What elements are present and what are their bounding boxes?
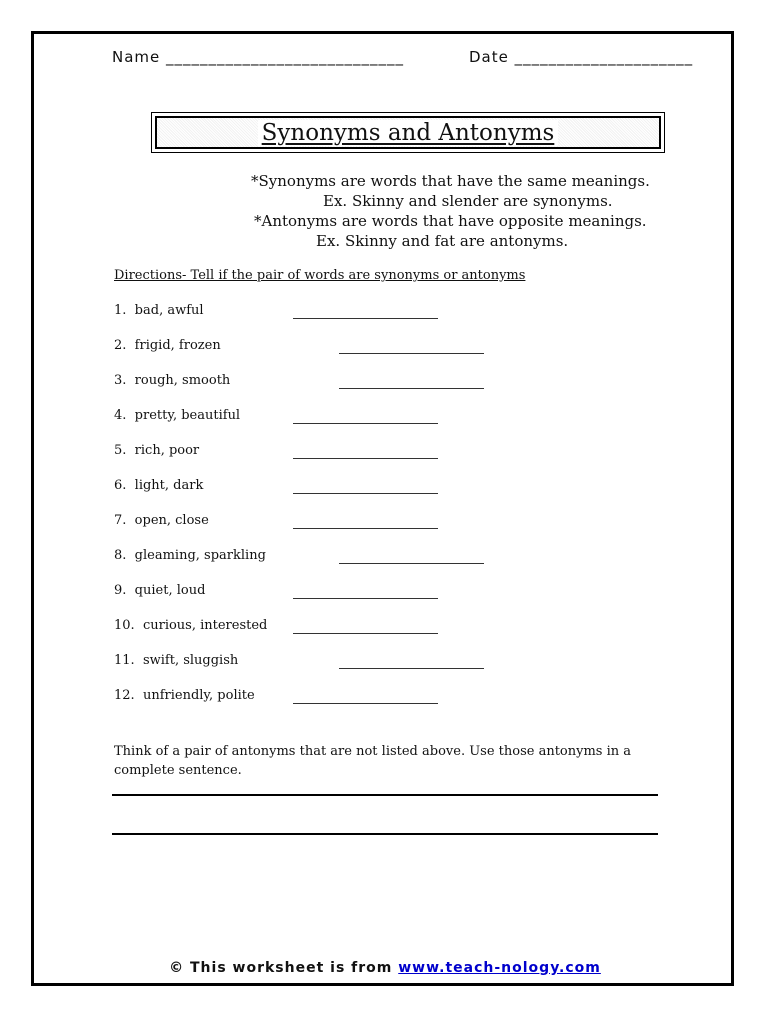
answer-line[interactable] <box>339 668 484 669</box>
synonym-example: Ex. Skinny and slender are synonyms. <box>323 192 613 210</box>
answer-line[interactable] <box>293 458 438 459</box>
name-blank[interactable]: ____________________________ <box>166 48 405 66</box>
antonym-definition: *Antonyms are words that have opposite meanings. <box>254 212 647 230</box>
answer-line[interactable] <box>293 528 438 529</box>
answer-line[interactable] <box>293 423 438 424</box>
date-label: Date <box>469 48 509 66</box>
footer <box>0 960 770 976</box>
list-item: 11. swift, sluggish <box>114 653 239 668</box>
name-field[interactable] <box>112 48 404 66</box>
answer-line[interactable] <box>293 598 438 599</box>
list-item: 2. frigid, frozen <box>114 338 221 353</box>
list-item: 5. rich, poor <box>114 443 200 458</box>
sentence-prompt: Think of a pair of antonyms that are not listed above. Use those antonyms in a complete sentence. <box>114 744 632 778</box>
sentence-line[interactable] <box>112 794 658 796</box>
answer-line[interactable] <box>293 318 438 319</box>
list-item: 10. curious, interested <box>114 618 268 633</box>
date-blank[interactable]: _____________________ <box>514 48 694 66</box>
footer-link[interactable]: www.teach-nology.com <box>398 960 601 976</box>
title-box <box>151 112 665 153</box>
list-item: 9. quiet, loud <box>114 583 206 598</box>
antonym-example: Ex. Skinny and fat are antonyms. <box>316 232 569 250</box>
answer-line[interactable] <box>339 388 484 389</box>
answer-line[interactable] <box>339 563 484 564</box>
date-field[interactable] <box>469 48 693 66</box>
list-item: 1. bad, awful <box>114 303 204 318</box>
name-label: Name <box>112 48 161 66</box>
list-item: 6. light, dark <box>114 478 204 493</box>
sentence-line[interactable] <box>112 833 658 835</box>
list-item: 12. unfriendly, polite <box>114 688 255 703</box>
answer-line[interactable] <box>293 633 438 634</box>
list-item: 8. gleaming, sparkling <box>114 548 266 563</box>
list-item: 7. open, close <box>114 513 209 528</box>
synonym-definition: *Synonyms are words that have the same meanings. <box>251 172 650 190</box>
page-title: Synonyms and Antonyms <box>258 120 559 146</box>
list-item: 4. pretty, beautiful <box>114 408 241 423</box>
answer-line[interactable] <box>293 493 438 494</box>
list-item: 3. rough, smooth <box>114 373 231 388</box>
directions: Directions- Tell if the pair of words are synonyms or antonyms <box>114 268 526 283</box>
answer-line[interactable] <box>339 353 484 354</box>
answer-line[interactable] <box>293 703 438 704</box>
footer-text: © This worksheet is from <box>169 960 393 976</box>
